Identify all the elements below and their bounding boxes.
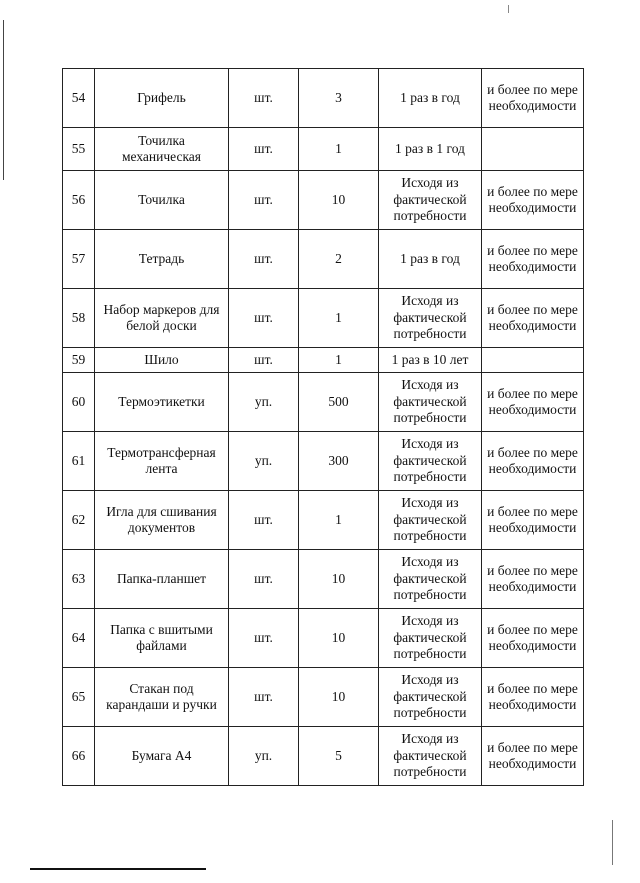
note-cell: и более по мере необходимости (482, 550, 584, 609)
row-number-cell: 59 (63, 348, 95, 373)
scan-edge-mark-left (3, 20, 4, 180)
row-number-cell: 66 (63, 727, 95, 786)
row-number-cell: 55 (63, 128, 95, 171)
frequency-cell: Исходя из фактической потребности (379, 289, 482, 348)
quantity-cell: 10 (299, 550, 379, 609)
item-name-cell: Тетрадь (95, 230, 229, 289)
scan-edge-mark-top (508, 5, 509, 13)
unit-cell: уп. (229, 727, 299, 786)
frequency-cell: 1 раз в 1 год (379, 128, 482, 171)
row-number-cell: 54 (63, 69, 95, 128)
unit-cell: уп. (229, 373, 299, 432)
unit-cell: шт. (229, 348, 299, 373)
item-name-cell: Бумага А4 (95, 727, 229, 786)
quantity-cell: 300 (299, 432, 379, 491)
quantity-cell: 500 (299, 373, 379, 432)
row-number-cell: 60 (63, 373, 95, 432)
unit-cell: шт. (229, 128, 299, 171)
note-cell: и более по мере необходимости (482, 171, 584, 230)
unit-cell: шт. (229, 171, 299, 230)
row-number-cell: 61 (63, 432, 95, 491)
supply-table (62, 68, 584, 786)
note-cell: и более по мере необходимости (482, 432, 584, 491)
unit-cell: шт. (229, 289, 299, 348)
item-name-cell: Игла для сшивания документов (95, 491, 229, 550)
table-row (63, 69, 584, 128)
row-number-cell: 63 (63, 550, 95, 609)
note-cell (482, 128, 584, 171)
item-name-cell: Термоэтикетки (95, 373, 229, 432)
item-name-cell: Точилка механическая (95, 128, 229, 171)
item-name-cell: Термотрансферная лента (95, 432, 229, 491)
table-row (63, 289, 584, 348)
quantity-cell: 1 (299, 491, 379, 550)
table-row (63, 230, 584, 289)
quantity-cell: 10 (299, 609, 379, 668)
item-name-cell: Стакан под карандаши и ручки (95, 668, 229, 727)
quantity-cell: 10 (299, 171, 379, 230)
item-name-cell: Грифель (95, 69, 229, 128)
note-cell: и более по мере необходимости (482, 491, 584, 550)
row-number-cell: 58 (63, 289, 95, 348)
note-cell: и более по мере необходимости (482, 289, 584, 348)
note-cell: и более по мере необходимости (482, 69, 584, 128)
quantity-cell: 5 (299, 727, 379, 786)
footnote-separator (30, 868, 206, 870)
item-name-cell: Точилка (95, 171, 229, 230)
frequency-cell: Исходя из фактической потребности (379, 432, 482, 491)
frequency-cell: Исходя из фактической потребности (379, 609, 482, 668)
quantity-cell: 1 (299, 128, 379, 171)
frequency-cell: Исходя из фактической потребности (379, 668, 482, 727)
frequency-cell: Исходя из фактической потребности (379, 727, 482, 786)
table-row (63, 432, 584, 491)
supply-table-body (63, 69, 584, 786)
unit-cell: шт. (229, 491, 299, 550)
table-row (63, 609, 584, 668)
row-number-cell: 64 (63, 609, 95, 668)
table-row (63, 668, 584, 727)
quantity-cell: 3 (299, 69, 379, 128)
frequency-cell: 1 раз в год (379, 230, 482, 289)
row-number-cell: 56 (63, 171, 95, 230)
quantity-cell: 10 (299, 668, 379, 727)
quantity-cell: 2 (299, 230, 379, 289)
table-row (63, 128, 584, 171)
frequency-cell: 1 раз в 10 лет (379, 348, 482, 373)
row-number-cell: 57 (63, 230, 95, 289)
frequency-cell: Исходя из фактической потребности (379, 550, 482, 609)
frequency-cell: Исходя из фактической потребности (379, 491, 482, 550)
item-name-cell: Папка с вшитыми файлами (95, 609, 229, 668)
item-name-cell: Папка-планшет (95, 550, 229, 609)
unit-cell: шт. (229, 69, 299, 128)
unit-cell: шт. (229, 550, 299, 609)
unit-cell: шт. (229, 668, 299, 727)
row-number-cell: 65 (63, 668, 95, 727)
table-row (63, 171, 584, 230)
unit-cell: шт. (229, 609, 299, 668)
table-row (63, 727, 584, 786)
item-name-cell: Шило (95, 348, 229, 373)
quantity-cell: 1 (299, 289, 379, 348)
note-cell: и более по мере необходимости (482, 373, 584, 432)
table-row (63, 550, 584, 609)
frequency-cell: 1 раз в год (379, 69, 482, 128)
row-number-cell: 62 (63, 491, 95, 550)
item-name-cell: Набор маркеров для белой доски (95, 289, 229, 348)
note-cell: и более по мере необходимости (482, 727, 584, 786)
unit-cell: уп. (229, 432, 299, 491)
frequency-cell: Исходя из фактической потребности (379, 373, 482, 432)
note-cell: и более по мере необходимости (482, 230, 584, 289)
scan-edge-mark-right (612, 820, 613, 865)
frequency-cell: Исходя из фактической потребности (379, 171, 482, 230)
table-row (63, 348, 584, 373)
table-row (63, 373, 584, 432)
note-cell: и более по мере необходимости (482, 609, 584, 668)
table-row (63, 491, 584, 550)
note-cell: и более по мере необходимости (482, 668, 584, 727)
note-cell (482, 348, 584, 373)
quantity-cell: 1 (299, 348, 379, 373)
unit-cell: шт. (229, 230, 299, 289)
